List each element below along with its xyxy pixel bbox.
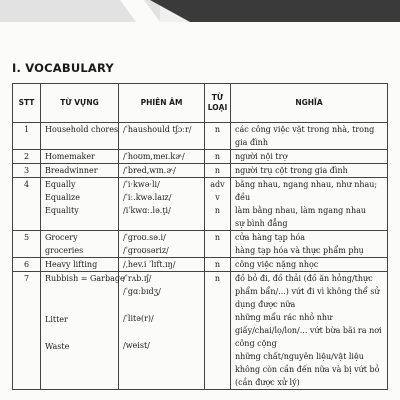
meaning: sự bình đẳng xyxy=(235,219,288,228)
row-number: 1 xyxy=(13,123,41,150)
word-type: v xyxy=(215,193,220,202)
word-type: n xyxy=(214,274,221,283)
page-header-banner xyxy=(0,0,400,22)
phonetic: /iˈkwɑː.lə.ţi/ xyxy=(123,206,171,215)
word-type: n xyxy=(214,166,221,175)
vocab-word: Rubbish = Garbage xyxy=(45,274,125,283)
table-row xyxy=(13,258,388,272)
vocab-word: Heavy lifting xyxy=(45,260,98,269)
word-type: n xyxy=(214,206,221,215)
meaning: đồ bỏ đi, đồ thải (đồ ăn hỏng/thực phẩm bẩn/...) vứt đi vì không thể sử dụng được nữa xyxy=(235,274,380,309)
row-number: 2 xyxy=(13,150,41,164)
meaning: hàng tạp hóa và thực phẩm phụ xyxy=(235,246,364,255)
vocab-word: Equally xyxy=(45,180,76,189)
row-number: 6 xyxy=(13,258,41,272)
phonetic: /ˈgroʊ.sə.i/ xyxy=(123,233,166,242)
phonetic: /ˈiː.kwə.laɪz/ xyxy=(123,193,172,202)
header-phonetic: PHIÊN ÂM xyxy=(119,84,205,123)
meaning: người trụ cột trong gia đình xyxy=(235,166,348,175)
vocabulary-table xyxy=(12,83,388,390)
phonetic: /ˈgɑːbɪdʒ/ xyxy=(123,287,161,296)
vocab-word: groceries xyxy=(45,246,84,255)
header-meaning: NGHĨA xyxy=(231,84,388,123)
header-stt: STT xyxy=(13,84,41,123)
header-type: TỪ LOẠI xyxy=(205,84,231,123)
meaning: các công việc vặt trong nhà, trong gia đình xyxy=(235,125,375,147)
word-type: n xyxy=(214,125,221,134)
phonetic: /ˌhev.i ˈlɪft.ɪŋ/ xyxy=(123,260,176,269)
vocab-word: Homemaker xyxy=(45,152,95,161)
word-type: n xyxy=(214,260,221,269)
table-header-row xyxy=(13,84,388,123)
table-row xyxy=(13,272,388,390)
section-heading: I. VOCABULARY xyxy=(12,61,114,75)
row-number: 7 xyxy=(13,272,41,390)
vocab-word: Litter xyxy=(45,315,68,324)
meaning: những chất/nguyên liệu/vật liệu không còn cần đến nữa và bị vứt bỏ (cần được xử lý) xyxy=(235,352,380,387)
phonetic: /weist/ xyxy=(123,341,150,350)
meaning: những mẩu rác nhỏ như giấy/chai/lọ/lon/... vứt bừa bãi ra nơi công cộng xyxy=(235,313,382,348)
vocab-word: Grocery xyxy=(45,233,78,242)
banner-dark-stripe xyxy=(150,0,400,22)
vocab-word: Equalize xyxy=(45,193,80,202)
phonetic: /ˈi·kwə·li/ xyxy=(123,180,160,189)
vocab-word: Equality xyxy=(45,206,79,215)
table-row xyxy=(13,123,388,150)
row-number: 5 xyxy=(13,231,41,258)
row-number: 4 xyxy=(13,178,41,231)
word-type: n xyxy=(214,152,221,161)
meaning: cửa hàng tạp hóa xyxy=(235,233,306,242)
meaning: bằng nhau, ngang nhau, như nhau; đều xyxy=(235,180,378,202)
meaning: làm bằng nhau, làm ngang nhau xyxy=(235,206,367,215)
vocab-word: Household chores xyxy=(45,125,119,134)
phonetic: /ˈhoʊm,meɪ.kɚ/ xyxy=(123,152,185,161)
word-type: adv xyxy=(210,180,225,189)
table-row xyxy=(13,231,388,258)
phonetic: /ˈrʌb.ɪʃ/ xyxy=(123,274,152,283)
vocab-word: Waste xyxy=(45,342,70,351)
phonetic: /ˈhaushould tʃɔːr/ xyxy=(123,125,192,134)
header-word: TỪ VỰNG xyxy=(41,84,119,123)
meaning: công việc nặng nhọc xyxy=(235,260,319,269)
table-row xyxy=(13,150,388,164)
word-type: n xyxy=(214,233,221,242)
table-row xyxy=(13,164,388,178)
table-row xyxy=(13,178,388,231)
phonetic: /ˈlitə(r)/ xyxy=(123,314,154,323)
phonetic: /ˈbred,wɪn.ɚ/ xyxy=(123,166,176,175)
meaning: người nội trợ xyxy=(235,152,288,161)
row-number: 3 xyxy=(13,164,41,178)
vocab-word: Breadwinner xyxy=(45,166,98,175)
phonetic: /ˈgroʊsəriz/ xyxy=(123,246,169,255)
